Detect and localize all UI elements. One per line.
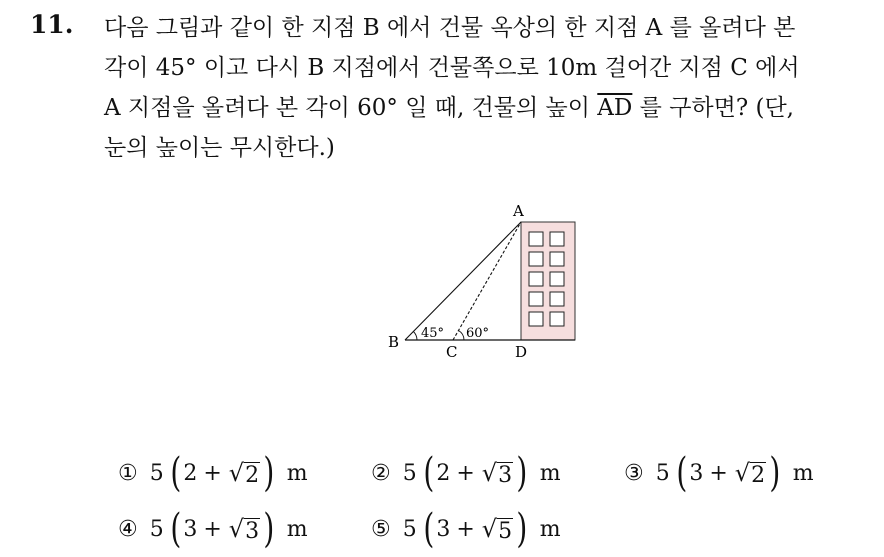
choices-row-2: [118, 501, 877, 557]
label-a: A: [513, 202, 524, 220]
building-window: [550, 292, 564, 306]
building-window: [550, 232, 564, 246]
choices-row-1: [118, 445, 877, 501]
choice-5[interactable]: [371, 506, 624, 552]
choice-3-marker: ③: [624, 460, 644, 486]
choice-4-coefficient: 5: [149, 516, 164, 542]
left-paren: (: [170, 450, 182, 496]
label-d: D: [515, 343, 528, 360]
choice-2-unit: m: [539, 460, 561, 486]
choice-5-marker: ⑤: [371, 516, 391, 542]
choice-4-unit: m: [286, 516, 308, 542]
choice-5-unit: m: [539, 516, 561, 542]
choice-1[interactable]: [118, 450, 371, 496]
angle-arc-c: [459, 331, 465, 341]
choice-2-integer: 2: [436, 460, 451, 486]
answer-choices: [118, 445, 877, 557]
angle-arc-b: [413, 332, 417, 341]
choice-1-radicand: 2: [245, 462, 260, 488]
choice-4[interactable]: [118, 506, 371, 552]
choice-1-unit: m: [286, 460, 308, 486]
choice-3-unit: m: [792, 460, 814, 486]
angle-label-c: 60°: [466, 326, 490, 341]
question-text: [104, 8, 874, 168]
choice-1-marker: ①: [118, 460, 138, 486]
question-line-3: [104, 88, 874, 128]
angle-label-b: 45°: [421, 326, 445, 341]
choice-3-integer: 3: [689, 460, 704, 486]
building-window: [550, 252, 564, 266]
choice-4-marker: ④: [118, 516, 138, 542]
choice-3[interactable]: [624, 450, 877, 496]
right-paren: ): [263, 450, 275, 496]
label-b: B: [388, 333, 400, 351]
right-paren: ): [516, 506, 528, 552]
left-paren: (: [676, 450, 688, 496]
question-line-2: 각이 45° 이고 다시 B 지점에서 건물쪽으로 10m 걸어간 지점 C 에서: [104, 55, 800, 81]
choice-1-coefficient: 5: [149, 460, 164, 486]
building-window: [529, 312, 543, 326]
left-paren: (: [170, 506, 182, 552]
question-line-4: 눈의 높이는 무시한다.): [104, 135, 335, 161]
choice-2-coefficient: 5: [402, 460, 417, 486]
choice-5-plus: +: [456, 516, 475, 542]
choice-4-plus: +: [203, 516, 222, 542]
sqrt-symbol: √ 5: [481, 514, 513, 544]
question-number: 11.: [30, 10, 74, 39]
question-line-3-start: A 지점을 올려다 본 각이 60° 일 때, 건물의 높이: [104, 95, 598, 121]
choice-1-plus: +: [203, 460, 222, 486]
choice-5-integer: 3: [436, 516, 451, 542]
choice-2-marker: ②: [371, 460, 391, 486]
building-window: [529, 272, 543, 286]
question-line-3-end: 를 구하면? (단,: [632, 95, 794, 121]
choice-2-plus: +: [456, 460, 475, 486]
right-paren: ): [263, 506, 275, 552]
choice-2[interactable]: [371, 450, 624, 496]
choice-4-radicand: 3: [245, 518, 260, 544]
label-c: C: [446, 343, 458, 360]
choice-5-coefficient: 5: [402, 516, 417, 542]
choice-5-radicand: 5: [498, 518, 513, 544]
sqrt-symbol: √ 3: [228, 514, 260, 544]
left-paren: (: [423, 506, 435, 552]
building-window: [550, 272, 564, 286]
sqrt-symbol: √ 2: [228, 458, 260, 488]
diagram-svg: [380, 200, 580, 360]
choice-3-coefficient: 5: [655, 460, 670, 486]
right-paren: ): [516, 450, 528, 496]
choice-4-integer: 3: [183, 516, 198, 542]
building-window: [529, 232, 543, 246]
choice-2-radicand: 3: [498, 462, 513, 488]
question-line-1: 다음 그림과 같이 한 지점 B 에서 건물 옥상의 한 지점 A 를 올려다 본: [104, 15, 796, 41]
building-diagram: [380, 200, 580, 360]
choice-3-radicand: 2: [751, 462, 766, 488]
segment-ad: $\overline{AD}$: [597, 95, 633, 121]
building-window: [550, 312, 564, 326]
building-window: [529, 252, 543, 266]
building-window: [529, 292, 543, 306]
choice-3-plus: +: [709, 460, 728, 486]
choice-1-integer: 2: [183, 460, 198, 486]
sqrt-symbol: √ 3: [481, 458, 513, 488]
left-paren: (: [423, 450, 435, 496]
sqrt-symbol: √ 2: [734, 458, 766, 488]
right-paren: ): [769, 450, 781, 496]
